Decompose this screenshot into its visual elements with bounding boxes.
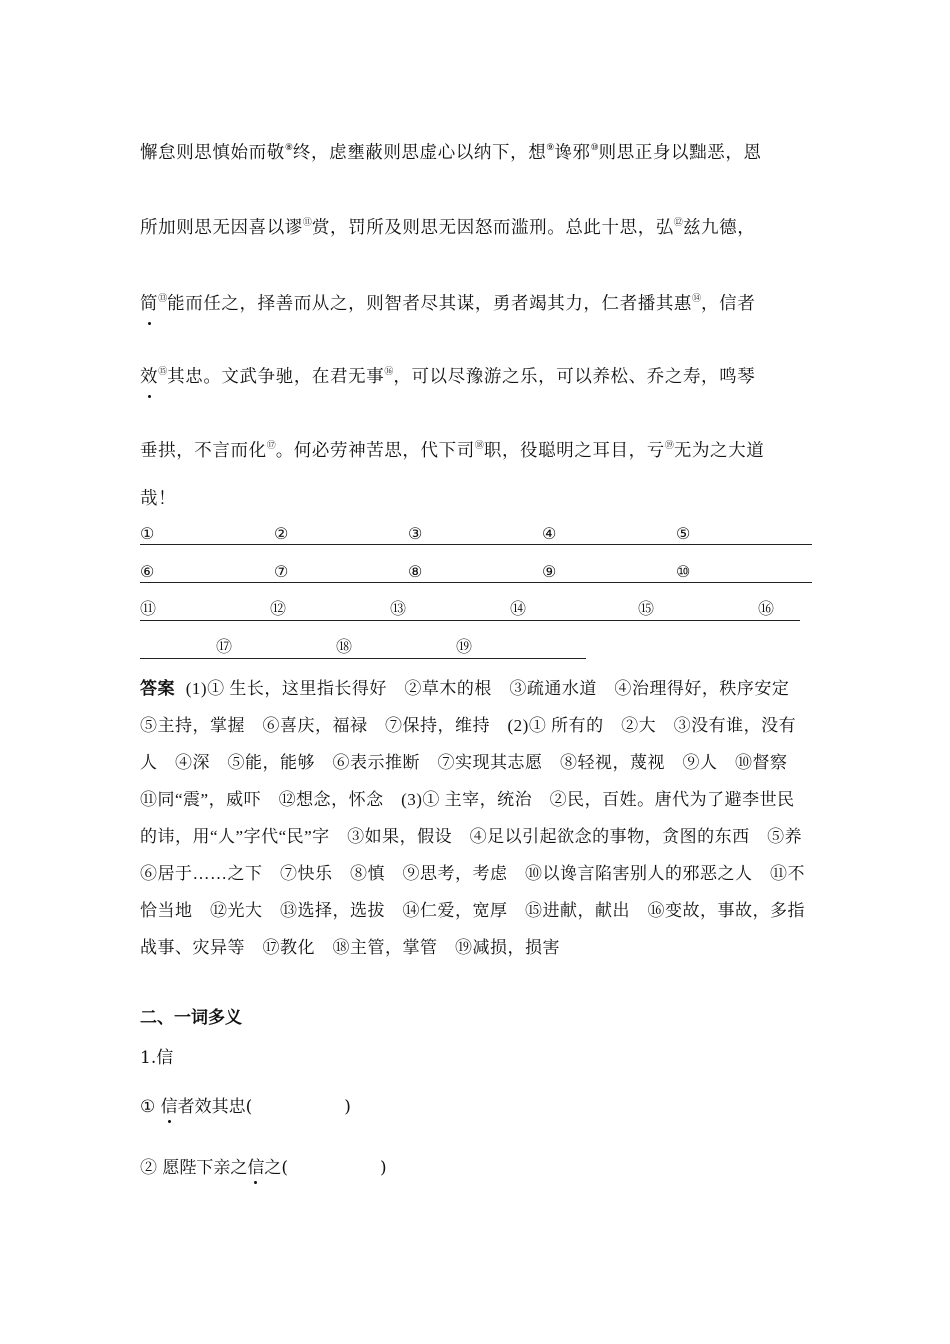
footnote-marker: ⑭ [692, 294, 702, 304]
passage-text: 谗邪 [554, 143, 591, 163]
emphasized-char: 信 [161, 1092, 178, 1117]
question-1 [140, 1092, 351, 1117]
footnote-marker: ⑲ [664, 441, 674, 451]
blank-number: ⑱ [336, 637, 353, 656]
passage-text: 职，役聪明之耳目，亏 [483, 441, 665, 461]
blank-number: ⑫ [270, 599, 287, 618]
blank-number: ③ [408, 524, 423, 543]
blank-number: ⑤ [676, 524, 691, 543]
blank-number: ⑭ [510, 599, 527, 618]
blank-number: ⑨ [542, 562, 557, 581]
passage-line-1 [140, 133, 812, 163]
blank-row-2 [140, 560, 812, 583]
footnote-marker: ⑱ [474, 441, 484, 451]
question-text: ) [344, 1097, 351, 1117]
passage-text: ，信者 [701, 294, 756, 314]
footnote-marker: ⑰ [266, 441, 276, 451]
passage-text: 其忠。文武争驰，在君无事 [167, 367, 385, 387]
question-text: 愿陛下亲之 [162, 1158, 248, 1178]
emphasized-char: 简 [140, 289, 158, 319]
question-number: ① [140, 1097, 156, 1117]
item-heading: 1.信 [140, 1048, 174, 1068]
blank-number: ② [274, 524, 289, 543]
blank-number: ⑩ [676, 562, 691, 581]
passage-line-3 [140, 284, 812, 314]
passage-text: 懈怠则思慎始而敬 [140, 143, 285, 163]
blank-number: ⑯ [758, 599, 775, 618]
passage-text: 所加则思无因喜以谬 [140, 218, 303, 238]
passage-text: 。何必劳神苦思，代下司 [275, 441, 475, 461]
blank-number: ⑮ [638, 599, 655, 618]
question-number: ② [140, 1158, 157, 1178]
passage-text: 则思正身以黜恶，恩 [598, 143, 762, 163]
passage-text: 能而任之，择善而从之，则智者尽其谋，勇者竭其力，仁者播其惠 [167, 294, 693, 314]
blank-number: ① [140, 524, 155, 543]
footnote-marker: ⑫ [673, 218, 683, 228]
question-text: ) [380, 1158, 387, 1178]
passage-line-2 [140, 208, 812, 238]
footnote-marker: ⑩ [590, 143, 599, 153]
blank-row-1 [140, 522, 812, 545]
passage-text: 赏，罚所及则思无因怒而滥刑。总此十思，弘 [311, 218, 674, 238]
section-heading: 二、一词多义 [140, 1008, 242, 1028]
footnote-marker: ⑨ [546, 143, 555, 153]
emphasized-char: 效 [140, 362, 158, 392]
blank-number: ⑪ [140, 599, 157, 618]
answer-text: (1)① 生长，这里指长得好 ②草木的根 ③疏通水道 ④治理得好，秩序安定 ⑤主持，掌握 ⑥喜庆，福禄 ⑦保持，维持 (2)① 所有的 ②大 ③没有谁，没有人 ④深 ⑤能，能够 ⑥表示推断 ⑦实现其志愿 ⑧轻视，蔑视 ⑨人 ⑩督察 ⑪同“震”，威吓 ⑫想念，怀念 (3)① 主宰，统治 ②民，百姓。唐代为了避李世民的讳，用“人”字代“民”字 ③如果，假设 ④足以引起欲念的事物，贪图的东西 ⑤养 ⑥居于……之下 ⑦快乐 ⑧慎 ⑨思考，考虑 ⑩以谗言陷害别人的邪恶之人 ⑪不恰当地 ⑫光大 ⑬选择，选拔 ⑭仁爱，宽厚 ⑮进献，献出 ⑯变故，事故，多指战事、灾异等 ⑰教化 ⑱主管，掌管 ⑲减损，损害 [140, 679, 820, 957]
blank-number: ⑰ [216, 637, 233, 656]
passage-line-5 [140, 431, 812, 461]
question-text: 者效其忠( [177, 1097, 253, 1117]
passage-line-6 [140, 484, 812, 514]
question-2 [140, 1153, 387, 1178]
answer-block [140, 670, 820, 966]
blank-row-3 [140, 598, 800, 621]
blank-number: ⑧ [408, 562, 423, 581]
answer-label: 答案 [140, 679, 175, 698]
blank-number: ⑲ [456, 637, 473, 656]
emphasized-char: 信 [247, 1153, 264, 1178]
blank-number: ⑬ [390, 599, 407, 618]
footnote-marker: ⑬ [158, 294, 168, 304]
passage-line-4 [140, 357, 812, 387]
blank-number: ⑦ [274, 562, 289, 581]
passage-text: ，可以尽豫游之乐，可以养松、乔之寿，鸣琴 [393, 367, 756, 387]
question-text: 之( [264, 1158, 289, 1178]
blank-row-4 [140, 636, 586, 659]
blank-number: ⑥ [140, 562, 155, 581]
footnote-marker: ⑯ [384, 367, 394, 377]
footnote-marker: ⑮ [158, 367, 168, 377]
footnote-marker: ⑧ [284, 143, 293, 153]
passage-text: 兹九德， [682, 218, 756, 238]
blank-number: ④ [542, 524, 557, 543]
passage-text: 垂拱，不言而化 [140, 441, 267, 461]
passage-text: 终，虑壅蔽则思虚心以纳下，想 [292, 143, 547, 163]
footnote-marker: ⑪ [302, 218, 312, 228]
passage-text: 哉！ [140, 489, 177, 509]
passage-text: 无为之大道 [673, 441, 765, 461]
